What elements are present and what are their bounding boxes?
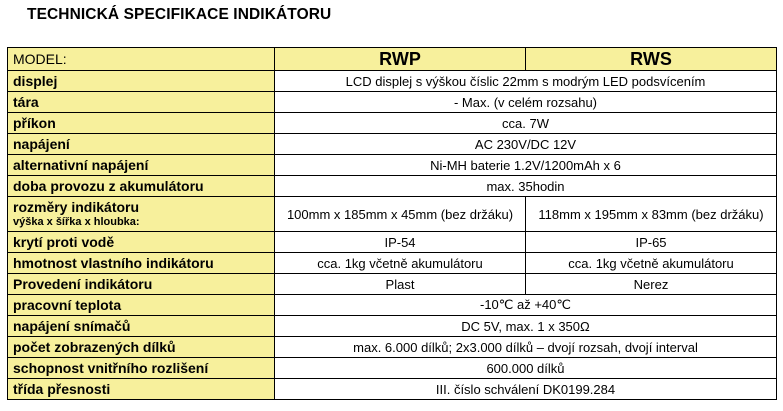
table-row-provedeni (8, 274, 777, 295)
row-value-napajeni-snimacu: DC 5V, max. 1 x 350Ω (275, 316, 777, 337)
row-value-pocet-dilku: max. 6.000 dílků; 2x3.000 dílků – dvojí rozsah, dvojí interval (275, 337, 777, 358)
row-value-kryti-rwp: IP-54 (275, 232, 526, 253)
row-label-rozmery (8, 197, 275, 232)
row-label-hmotnost: hmotnost vlastního indikátoru (8, 253, 275, 274)
row-label-pocet-dilku: počet zobrazených dílků (8, 337, 275, 358)
table-row-prikon (8, 113, 777, 134)
row-label-rozliseni: schopnost vnitřního rozlišení (8, 358, 275, 379)
row-label-displej: displej (8, 71, 275, 92)
row-value-rozmery-rwp: 100mm x 185mm x 45mm (bez držáku) (275, 197, 526, 232)
document-title: TECHNICKÁ SPECIFIKACE INDIKÁTORU (27, 6, 332, 23)
row-label-prikon: příkon (8, 113, 275, 134)
table-row-teplota (8, 295, 777, 316)
row-label-trida: třída přesnosti (8, 379, 275, 400)
row-value-displej: LCD displej s výškou číslic 22mm s modrým LED podsvícením (275, 71, 777, 92)
table-row-displej (8, 71, 777, 92)
row-value-tara: - Max. (v celém rozsahu) (275, 92, 777, 113)
table-row-kryti (8, 232, 777, 253)
table-row-hmotnost (8, 253, 777, 274)
table-row-doba-provozu (8, 176, 777, 197)
row-label-doba-provozu: doba provozu z akumulátoru (8, 176, 275, 197)
model-header-label: MODEL: (8, 48, 275, 71)
row-label-provedeni: Provedení indikátoru (8, 274, 275, 295)
table-row-tara (8, 92, 777, 113)
row-value-alt-napajeni: Ni-MH baterie 1.2V/1200mAh x 6 (275, 155, 777, 176)
table-row-rozmery (8, 197, 777, 232)
row-label-tara: tára (8, 92, 275, 113)
row-value-kryti-rws: IP-65 (526, 232, 777, 253)
row-label-teplota: pracovní teplota (8, 295, 275, 316)
table-row-alt-napajeni (8, 155, 777, 176)
row-value-hmotnost-rwp: cca. 1kg včetně akumulátoru (275, 253, 526, 274)
row-label-napajeni-snimacu: napájení snímačů (8, 316, 275, 337)
row-value-doba-provozu: max. 35hodin (275, 176, 777, 197)
row-label-kryti: krytí proti vodě (8, 232, 275, 253)
spec-table (7, 47, 777, 400)
rozmery-label-sub: výška x šířka x hloubka: (13, 215, 140, 228)
row-value-provedeni-rws: Nerez (526, 274, 777, 295)
row-value-provedeni-rwp: Plast (275, 274, 526, 295)
column-header-rwp: RWP (275, 48, 526, 71)
row-value-teplota: -10℃ až +40℃ (275, 295, 777, 316)
row-label-alt-napajeni: alternativní napájení (8, 155, 275, 176)
table-header-row (8, 48, 777, 71)
row-value-rozmery-rws: 118mm x 195mm x 83mm (bez držáku) (526, 197, 777, 232)
row-value-hmotnost-rws: cca. 1kg včetně akumulátoru (526, 253, 777, 274)
table-row-trida (8, 379, 777, 400)
column-header-rws: RWS (526, 48, 777, 71)
table-row-rozliseni (8, 358, 777, 379)
row-value-prikon: cca. 7W (275, 113, 777, 134)
table-row-napajeni-snimacu (8, 316, 777, 337)
table-row-pocet-dilku (8, 337, 777, 358)
row-label-napajeni: napájení (8, 134, 275, 155)
row-value-trida: III. číslo schválení DK0199.284 (275, 379, 777, 400)
table-row-napajeni (8, 134, 777, 155)
row-value-rozliseni: 600.000 dílků (275, 358, 777, 379)
rozmery-label-main: rozměry indikátoru (13, 198, 140, 215)
row-value-napajeni: AC 230V/DC 12V (275, 134, 777, 155)
